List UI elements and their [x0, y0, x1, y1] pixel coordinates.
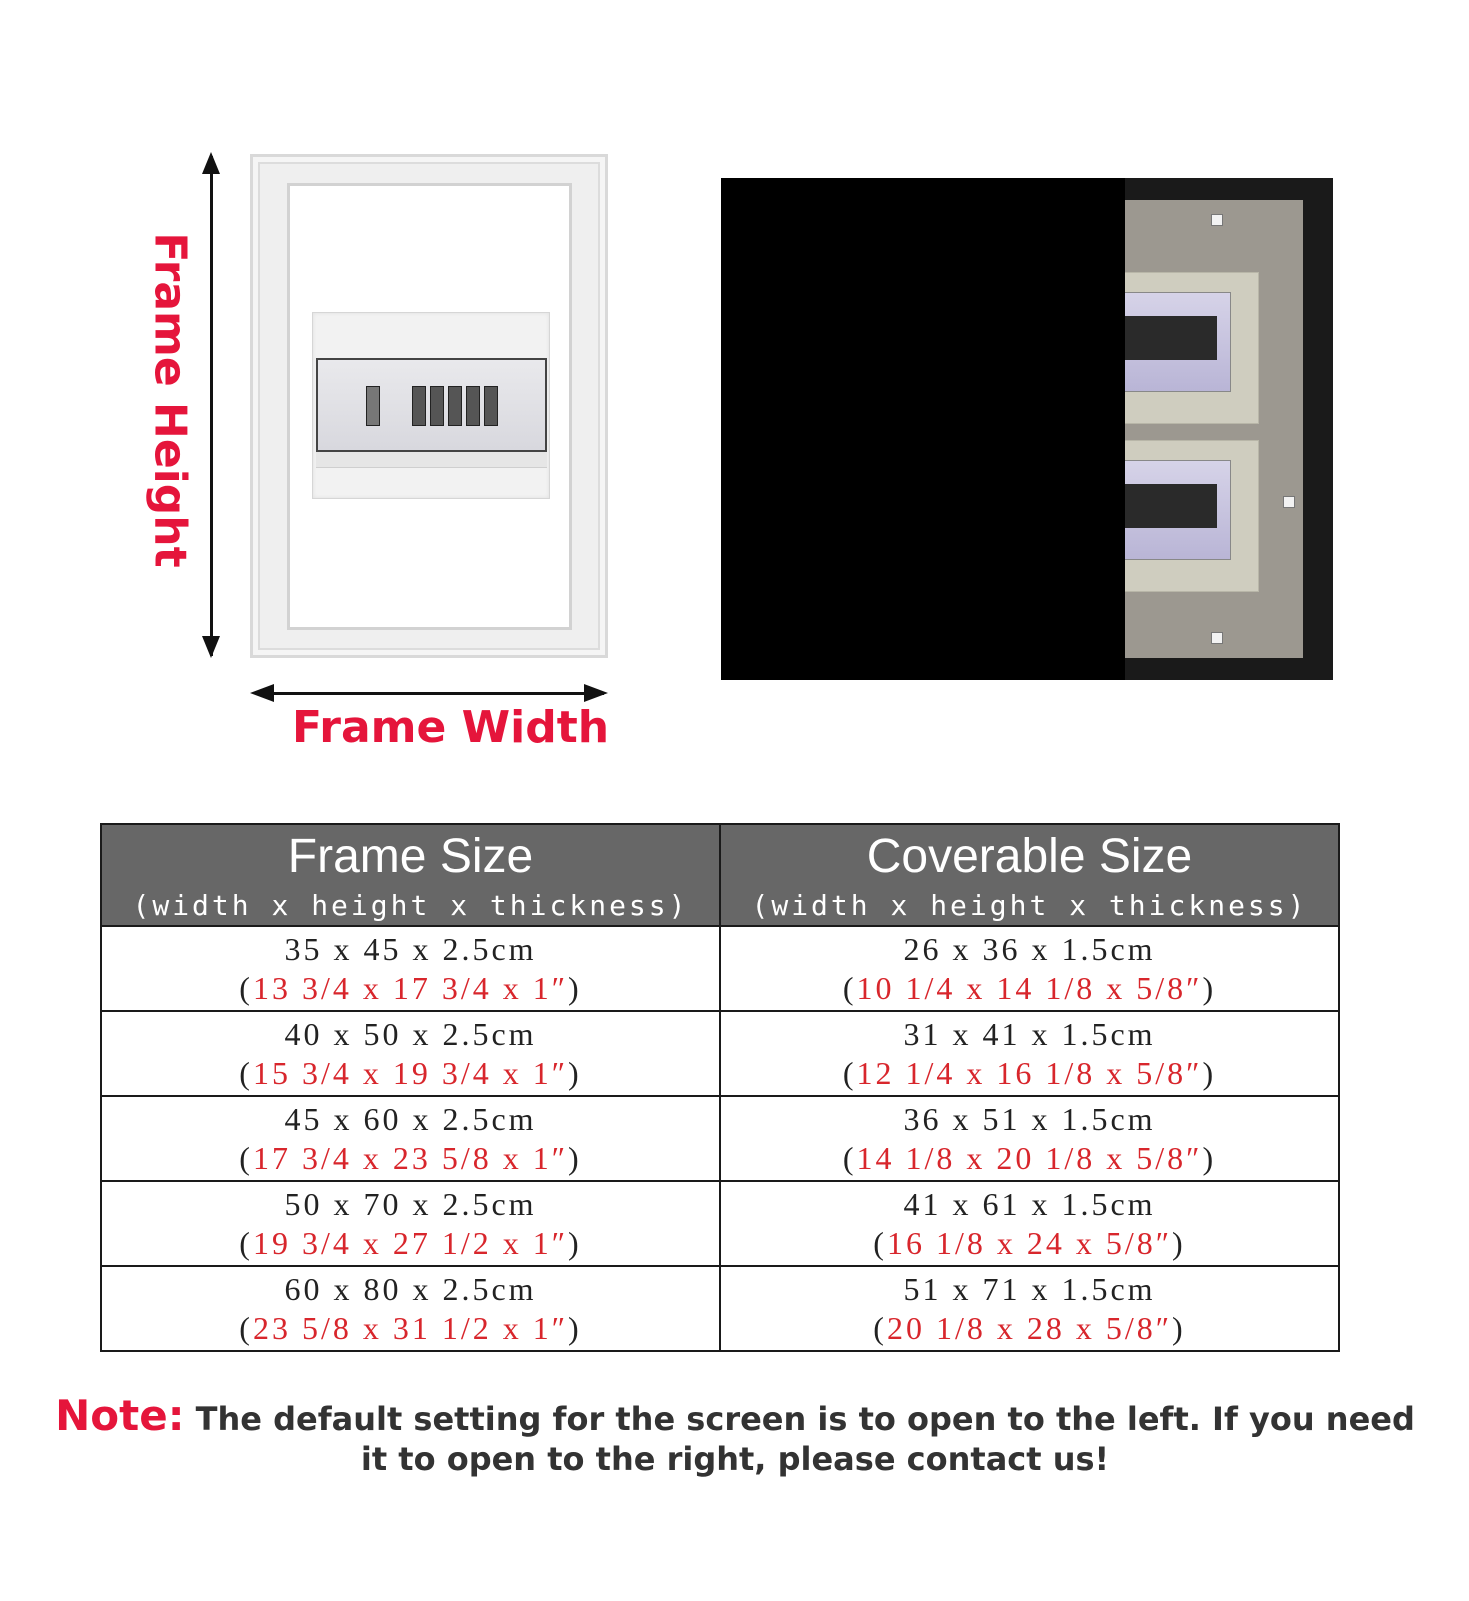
table-row: [101, 926, 1339, 1011]
frame-size-cell: [101, 1181, 720, 1266]
note-text: The default setting for the screen is to open to the left. If you need it to open to the right, please contact us!: [195, 1400, 1415, 1478]
breaker-switch: [484, 386, 498, 426]
breaker-switch: [466, 386, 480, 426]
frame-cm: 60 x 80 x 2.5cm: [284, 1270, 537, 1307]
breaker-switch: [448, 386, 462, 426]
frame-size-header: [101, 824, 720, 926]
header-subtitle: (width x height x thickness): [132, 889, 689, 922]
header-subtitle: (width x height x thickness): [751, 889, 1308, 922]
mount-clip: [1211, 632, 1223, 644]
coverable-size-cell: [720, 1011, 1339, 1096]
arrow-left-icon: [250, 684, 274, 702]
table-row: [101, 1266, 1339, 1351]
cover-inches: (12 1/4 x 16 1/8 x 5/8″): [842, 1054, 1217, 1091]
frame-size-cell: [101, 1096, 720, 1181]
table-row: [101, 1011, 1339, 1096]
frame-inches: (19 3/4 x 27 1/2 x 1″): [239, 1224, 582, 1261]
frame-cm: 50 x 70 x 2.5cm: [284, 1185, 537, 1222]
sliding-cover-panel: [721, 178, 1125, 680]
table-row: [101, 1181, 1339, 1266]
frame-cm: 45 x 60 x 2.5cm: [284, 1100, 537, 1137]
table-row: [101, 1096, 1339, 1181]
cover-cm: 51 x 71 x 1.5cm: [903, 1270, 1156, 1307]
product-breaker-strip: [1113, 484, 1217, 528]
breaker-switch: [430, 386, 444, 426]
cover-cm: 26 x 36 x 1.5cm: [903, 930, 1156, 967]
header-title: Coverable Size: [866, 830, 1193, 883]
breaker-switch: [366, 386, 380, 426]
table-header-row: [101, 824, 1339, 926]
coverable-size-cell: [720, 926, 1339, 1011]
coverable-size-cell: [720, 1096, 1339, 1181]
arrow-down-icon: [202, 636, 220, 658]
product-photo: [721, 178, 1333, 680]
cover-cm: 36 x 51 x 1.5cm: [903, 1100, 1156, 1137]
coverable-size-header: [720, 824, 1339, 926]
product-breaker-strip: [1113, 316, 1217, 360]
frame-inches: (23 5/8 x 31 1/2 x 1″): [239, 1309, 582, 1346]
note-block: [40, 1391, 1430, 1479]
breaker-switch: [412, 386, 426, 426]
frame-dimension-diagram: [0, 0, 700, 800]
cover-inches: (16 1/8 x 24 x 5/8″): [873, 1224, 1186, 1261]
width-arrow-line: [256, 692, 604, 695]
arrow-up-icon: [202, 152, 220, 174]
frame-width-label: Frame Width: [292, 702, 610, 753]
coverable-size-cell: [720, 1266, 1339, 1351]
mount-clip: [1211, 214, 1223, 226]
frame-height-label: Frame Height: [144, 232, 196, 568]
mount-clip: [1283, 496, 1295, 508]
height-arrow-line: [210, 156, 213, 656]
frame-cm: 35 x 45 x 2.5cm: [284, 930, 537, 967]
cover-inches: (20 1/8 x 28 x 5/8″): [873, 1309, 1186, 1346]
frame-cm: 40 x 50 x 2.5cm: [284, 1015, 537, 1052]
frame-size-cell: [101, 926, 720, 1011]
breaker-flap: [316, 452, 547, 468]
cover-inches: (10 1/4 x 14 1/8 x 5/8″): [842, 969, 1217, 1006]
header-title: Frame Size: [287, 830, 534, 883]
cover-cm: 41 x 61 x 1.5cm: [903, 1185, 1156, 1222]
cover-inches: (14 1/8 x 20 1/8 x 5/8″): [842, 1139, 1217, 1176]
note-label: Note:: [55, 1391, 185, 1440]
frame-inches: (15 3/4 x 19 3/4 x 1″): [239, 1054, 582, 1091]
frame-inches: (17 3/4 x 23 5/8 x 1″): [239, 1139, 582, 1176]
arrow-right-icon: [584, 684, 608, 702]
frame-inches: (13 3/4 x 17 3/4 x 1″): [239, 969, 582, 1006]
frame-size-cell: [101, 1266, 720, 1351]
frame-size-cell: [101, 1011, 720, 1096]
coverable-size-cell: [720, 1181, 1339, 1266]
size-table: [100, 823, 1340, 1352]
cover-cm: 31 x 41 x 1.5cm: [903, 1015, 1156, 1052]
